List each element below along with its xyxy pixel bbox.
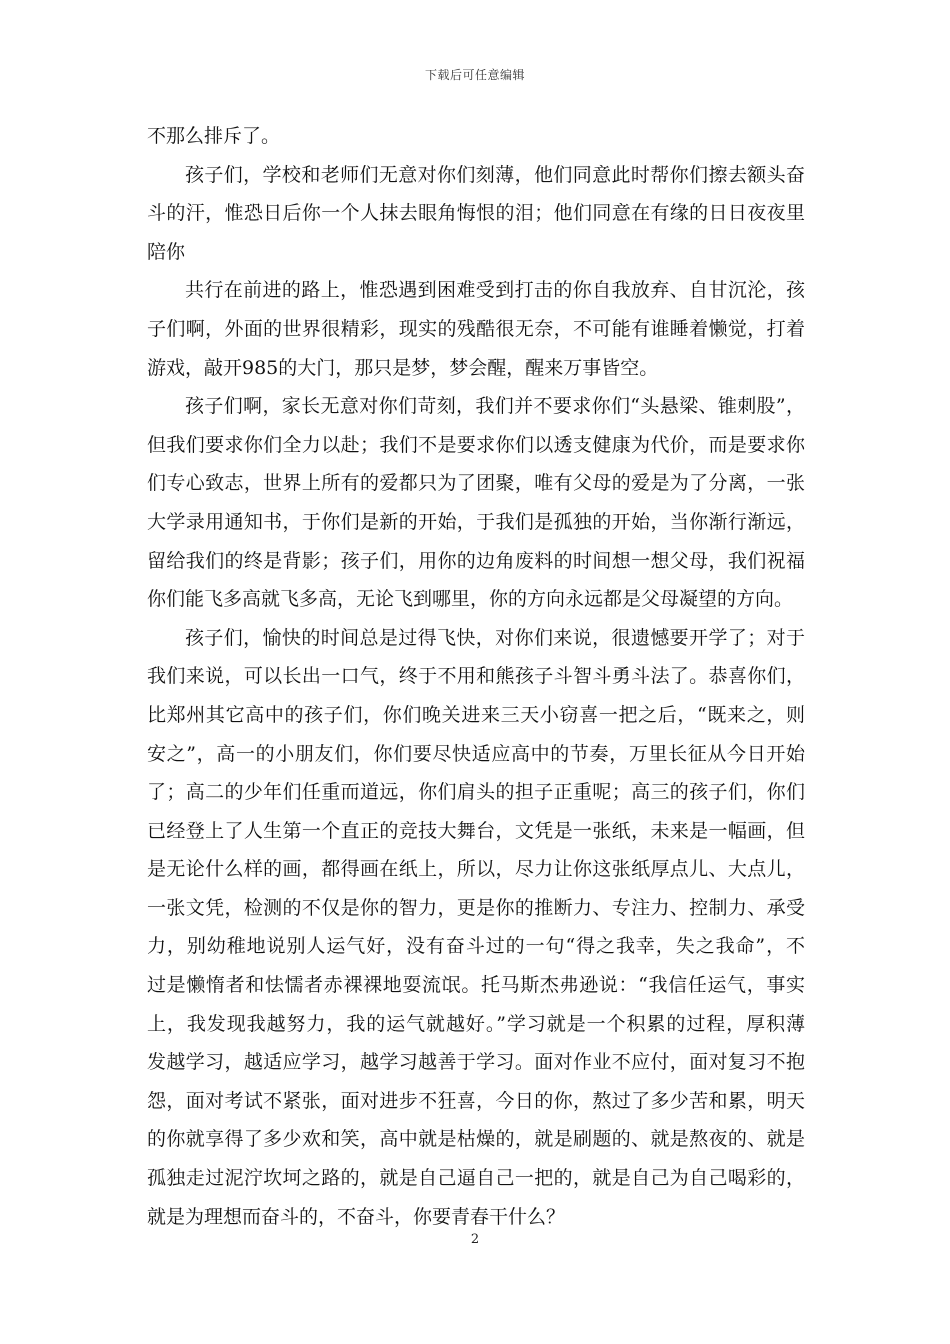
text-line: 我们来说，可以长出一口气，终于不用和熊孩子斗智斗勇斗法了。恭喜你们，: [147, 665, 805, 688]
text-line: 陪你: [147, 240, 186, 263]
text-line: 上，我发现我越努力，我的运气就越好。”学习就是一个积累的过程，厚积薄: [147, 1012, 805, 1035]
text-line: 一张文凭，检测的不仅是你的智力，更是你的推断力、专注力、控制力、承受: [147, 896, 805, 919]
text-line: 大学录用通知书，于你们是新的开始，于我们是孤独的开始，当你渐行渐远，: [147, 510, 805, 533]
text-line: 已经登上了人生第一个直正的竞技大舞台，文凭是一张纸，未来是一幅画，但: [147, 819, 805, 842]
text-line: 留给我们的终是背影；孩子们，用你的边角废料的时间想一想父母，我们祝福: [147, 549, 805, 572]
text-line: 发越学习，越适应学习，越学习越善于学习。面对作业不应付，面对复习不抱: [147, 1051, 805, 1074]
text-line: 是无论什么样的画，都得画在纸上，所以，尽力让你这张纸厚点儿、大点儿，: [147, 858, 805, 881]
text-line: 但我们要求你们全力以赴；我们不是要求你们以透支健康为代价，而是要求你: [147, 433, 805, 456]
text-line: 游戏，敲开985的大门，那只是梦，梦会醒，醒来万事皆空。: [147, 356, 659, 379]
text-line: 怨，面对考试不紧张，面对进步不狂喜，今日的你，熬过了多少苦和累，明天: [147, 1089, 805, 1112]
text-line: 的你就享得了多少欢和笑，高中就是枯燥的，就是刷题的、就是熬夜的、就是: [147, 1128, 805, 1151]
text-line: 你们能飞多高就飞多高，无论飞到哪里，你的方向永远都是父母凝望的方向。: [147, 588, 794, 611]
text-line: 子们啊，外面的世界很精彩，现实的残酷很无奈，不可能有谁睡着懒觉，打着: [147, 317, 805, 340]
text-line: 不那么排斥了。: [147, 125, 281, 147]
text-line: 了；高二的少年们任重而道远，你们肩头的担子正重呢；高三的孩子们，你们: [147, 781, 805, 804]
text-line: 过是懒惰者和怯懦者赤裸裸地耍流氓。托马斯杰弗逊说：“我信任运气，事实: [147, 974, 805, 997]
page-number: 2: [470, 1232, 480, 1247]
page-header: 下载后可任意编辑: [424, 68, 525, 82]
text-line: 比郑州其它高中的孩子们，你们晚关进来三天小窃喜一把之后，“既来之，则: [147, 703, 805, 726]
text-line: 们专心致志，世界上所有的爱都只为了团聚，唯有父母的爱是为了分离，一张: [147, 472, 805, 495]
text-line: 孩子们，愉快的时间总是过得飞快，对你们来说，很遗憾要开学了；对于: [185, 626, 805, 649]
text-line: 安之”，高一的小朋友们，你们要尽快适应高中的节奏，万里长征从今日开始: [147, 742, 805, 765]
text-line: 力，别幼稚地说别人运气好，没有奋斗过的一句“得之我幸，失之我命”，不: [147, 935, 805, 958]
text-line: 孩子们，学校和老师们无意对你们刻薄，他们同意此时帮你们擦去额头奋: [185, 163, 805, 186]
text-line: 孩子们啊，家长无意对你们苛刻，我们并不要求你们“头悬梁、锥刺股”，: [185, 395, 805, 418]
text-line: 斗的汗，惟恐日后你一个人抹去眼角悔恨的泪；他们同意在有缘的日日夜夜里: [147, 202, 805, 225]
text-line: 共行在前进的路上，惟恐遇到困难受到打击的你自我放弃、自甘沉沦，孩: [185, 279, 805, 302]
text-line: 就是为理想而奋斗的，不奋斗，你要青春干什么？: [147, 1205, 566, 1228]
text-line: 孤独走过泥泞坎坷之路的，就是自己逼自己一把的，就是自己为自己喝彩的，: [147, 1167, 805, 1190]
body-text: [147, 117, 805, 1236]
